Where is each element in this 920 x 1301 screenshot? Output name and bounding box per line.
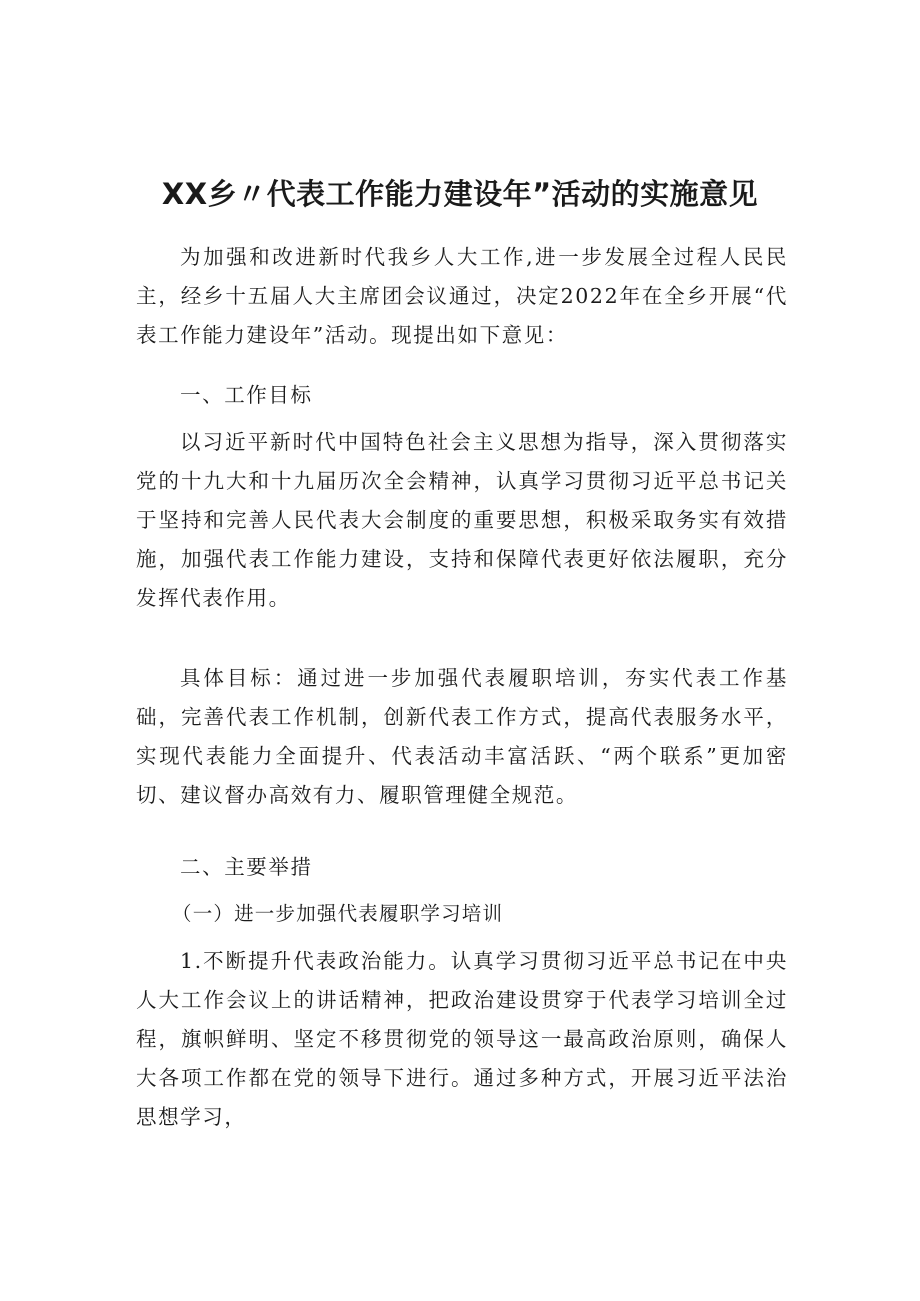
subsection-heading-training: （一）进一步加强代表履职学习培训 [172,902,504,925]
section-heading-measures: 二、主要举措 [180,855,313,879]
paragraph-intro: 为加强和改进新时代我乡人大工作,进一步发展全过程人民民主，经乡十五届人大主席团会议通过，决定2022年在全乡开展“代表工作能力建设年”活动。现提出如下意见： [136,245,788,347]
paragraph-item-1: 1.不断提升代表政治能力。认真学习贯彻习近平总书记在中央人大工作会议上的讲话精神，把政治建设贯穿于代表学习培训全过程，旗帜鲜明、坚定不移贯彻党的领导这一最高政治原则，确保人大各项工作都在党的领导下进行。通过多种方式，开展习近平法治思想学习， [136,949,788,1129]
paragraph-goal-specific: 具体目标：通过进一步加强代表履职培训，夯实代表工作基础，完善代表工作机制，创新代表工作方式，提高代表服务水平，实现代表能力全面提升、代表活动丰富活跃、“两个联系”更加密切、建议督办高效有力、履职管理健全规范。 [136,666,788,807]
paragraph-goal-overall: 以习近平新时代中国特色社会主义思想为指导，深入贯彻落实党的十九大和十九届历次全会精神，认真学习贯彻习近平总书记关于坚持和完善人民代表大会制度的重要思想，积极采取务实有效措施，加强代表工作能力建设，支持和保障代表更好依法履职，充分发挥代表作用。 [136,430,788,610]
section-heading-goals: 一、工作目标 [180,383,313,407]
document-title: XX乡〃代表工作能力建设年”活动的实施意见 [161,177,759,211]
